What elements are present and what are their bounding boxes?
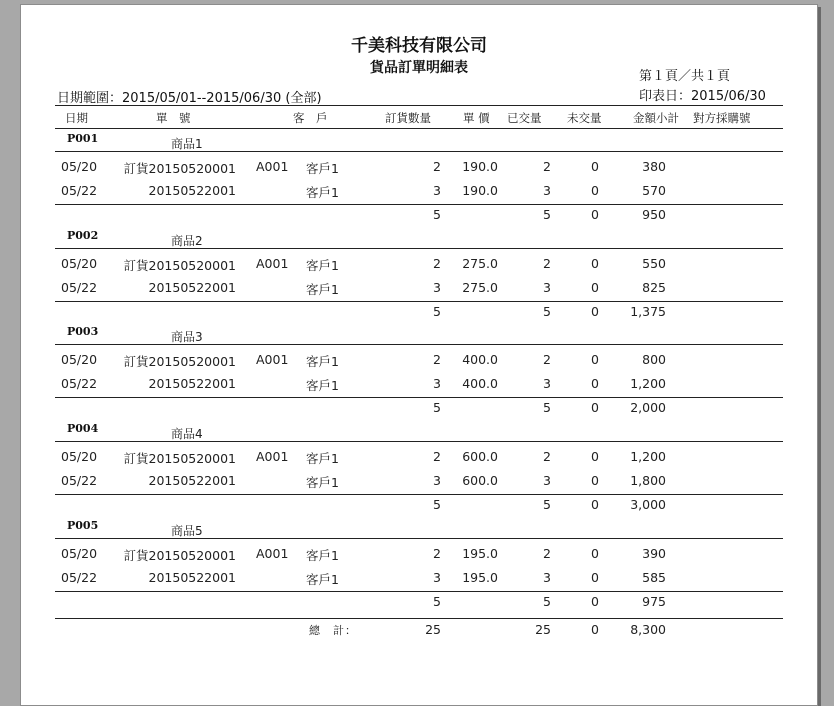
row-qty: 2 — [433, 159, 441, 174]
group-total-delivered: 5 — [543, 207, 551, 222]
product-rule — [55, 441, 783, 442]
row-delivered: 3 — [543, 183, 551, 198]
grand-total-delivered: 25 — [535, 622, 551, 637]
row-delivered: 3 — [543, 473, 551, 489]
row-amount: 825 — [642, 279, 666, 295]
row-amount: 1,200 — [630, 449, 666, 465]
col-header-delivered: 已交量 — [507, 111, 542, 125]
product-code: P004 — [67, 422, 99, 436]
row-unit-price: 600.0 — [462, 449, 498, 465]
row-order-no: 20150522001 — [148, 569, 236, 585]
page-info: 第１頁／共１頁 — [639, 69, 731, 84]
row-order-no: 20150522001 — [148, 376, 236, 392]
row-date: 05/20 — [61, 545, 98, 561]
row-customer-name: 客戶1 — [306, 451, 339, 467]
row-unit-price: 275.0 — [462, 279, 498, 295]
row-customer-name: 客戶1 — [306, 161, 339, 176]
row-order-no: 訂貨20150520001 — [123, 354, 236, 370]
col-header-customer-po: 對方採購號 — [693, 111, 751, 125]
row-undelivered: 0 — [591, 473, 599, 489]
report-title: 貨品訂單明細表 — [370, 60, 468, 76]
product-code: P002 — [67, 228, 99, 242]
row-date: 05/20 — [61, 159, 98, 174]
row-undelivered: 0 — [591, 183, 599, 198]
row-order-no: 20150522001 — [148, 473, 236, 489]
product-name: 商品2 — [171, 233, 203, 248]
col-header-date: 日期 — [65, 111, 88, 125]
row-delivered: 2 — [543, 449, 551, 465]
row-order-no: 訂貨20150520001 — [123, 451, 236, 467]
row-customer-name: 客戶1 — [306, 257, 339, 273]
report-page — [20, 4, 818, 706]
row-date: 05/22 — [61, 569, 98, 585]
row-customer-code: A001 — [256, 449, 289, 465]
group-total-amount: 975 — [642, 593, 666, 609]
grand-total-qty: 25 — [425, 622, 441, 637]
row-customer-name: 客戶1 — [306, 547, 339, 563]
row-customer-code: A001 — [256, 159, 289, 174]
product-name: 商品3 — [171, 330, 203, 345]
row-undelivered: 0 — [591, 352, 599, 368]
row-customer-name: 客戶1 — [306, 475, 339, 491]
row-amount: 550 — [642, 255, 666, 271]
group-total-qty: 5 — [433, 400, 441, 416]
row-undelivered: 0 — [591, 279, 599, 295]
group-total-qty: 5 — [433, 207, 441, 222]
row-qty: 3 — [433, 473, 441, 489]
row-delivered: 3 — [543, 376, 551, 392]
col-header-unit-price: 單 價 — [463, 111, 490, 125]
row-date: 05/22 — [61, 279, 98, 295]
group-total-undelivered: 0 — [591, 497, 599, 513]
row-delivered: 2 — [543, 159, 551, 174]
group-total-qty: 5 — [433, 497, 441, 513]
product-name: 商品4 — [171, 427, 203, 442]
grand-total-label: 總 計： — [309, 624, 357, 637]
row-qty: 2 — [433, 545, 441, 561]
product-name: 商品5 — [171, 523, 203, 538]
group-total-undelivered: 0 — [591, 303, 599, 319]
col-header-order-no: 單 號 — [156, 111, 191, 125]
company-name: 千美科技有限公司 — [351, 36, 487, 56]
row-undelivered: 0 — [591, 569, 599, 585]
row-delivered: 2 — [543, 545, 551, 561]
row-date: 05/20 — [61, 352, 98, 368]
group-total-rule — [55, 204, 783, 205]
group-total-undelivered: 0 — [591, 400, 599, 416]
row-undelivered: 0 — [591, 376, 599, 392]
row-qty: 2 — [433, 449, 441, 465]
header-bottom-rule — [55, 128, 783, 129]
row-order-no: 20150522001 — [148, 183, 236, 198]
date-range: 日期範圍：2015/05/01--2015/06/30 (全部) — [57, 91, 322, 106]
group-total-amount: 2,000 — [630, 400, 666, 416]
row-undelivered: 0 — [591, 449, 599, 465]
product-code: P001 — [67, 132, 99, 145]
group-total-rule — [55, 301, 783, 302]
row-customer-name: 客戶1 — [306, 571, 339, 587]
group-total-qty: 5 — [433, 593, 441, 609]
row-amount: 585 — [642, 569, 666, 585]
row-qty: 2 — [433, 352, 441, 368]
row-customer-name: 客戶1 — [306, 185, 339, 200]
group-total-rule — [55, 591, 783, 592]
row-unit-price: 600.0 — [462, 473, 498, 489]
grand-total-amount: 8,300 — [630, 622, 666, 637]
group-total-amount: 3,000 — [630, 497, 666, 513]
row-unit-price: 195.0 — [462, 569, 498, 585]
row-delivered: 3 — [543, 569, 551, 585]
row-qty: 3 — [433, 279, 441, 295]
product-rule — [55, 538, 783, 539]
row-customer-name: 客戶1 — [306, 378, 339, 394]
row-customer-code: A001 — [256, 255, 289, 271]
row-undelivered: 0 — [591, 255, 599, 271]
col-header-undelivered: 未交量 — [567, 111, 602, 125]
row-delivered: 2 — [543, 255, 551, 271]
row-date: 05/20 — [61, 255, 98, 271]
row-amount: 380 — [642, 159, 666, 174]
row-unit-price: 400.0 — [462, 376, 498, 392]
row-customer-code: A001 — [256, 352, 289, 368]
group-total-amount: 1,375 — [630, 303, 666, 319]
grand-total-rule — [55, 618, 783, 619]
row-date: 05/22 — [61, 473, 98, 489]
col-header-customer: 客 戶 — [293, 111, 328, 125]
row-undelivered: 0 — [591, 545, 599, 561]
print-date: 印表日：2015/06/30 — [639, 89, 766, 104]
group-total-delivered: 5 — [543, 303, 551, 319]
row-unit-price: 190.0 — [462, 159, 498, 174]
row-order-no: 訂貨20150520001 — [123, 547, 236, 563]
row-unit-price: 275.0 — [462, 255, 498, 271]
group-total-qty: 5 — [433, 303, 441, 319]
group-total-delivered: 5 — [543, 497, 551, 513]
product-name: 商品1 — [171, 137, 203, 151]
row-order-no: 訂貨20150520001 — [123, 257, 236, 273]
product-rule — [55, 248, 783, 249]
row-order-no: 20150522001 — [148, 279, 236, 295]
group-total-undelivered: 0 — [591, 593, 599, 609]
row-customer-code: A001 — [256, 545, 289, 561]
row-unit-price: 195.0 — [462, 545, 498, 561]
header-top-rule — [55, 105, 783, 106]
group-total-delivered: 5 — [543, 400, 551, 416]
group-total-delivered: 5 — [543, 593, 551, 609]
row-customer-name: 客戶1 — [306, 354, 339, 370]
row-qty: 3 — [433, 183, 441, 198]
row-date: 05/22 — [61, 183, 98, 198]
row-amount: 390 — [642, 545, 666, 561]
row-unit-price: 400.0 — [462, 352, 498, 368]
grand-total-undelivered: 0 — [591, 622, 599, 637]
row-unit-price: 190.0 — [462, 183, 498, 198]
product-code: P003 — [67, 325, 99, 339]
row-qty: 3 — [433, 569, 441, 585]
row-undelivered: 0 — [591, 159, 599, 174]
row-delivered: 3 — [543, 279, 551, 295]
row-amount: 800 — [642, 352, 666, 368]
group-total-amount: 950 — [642, 207, 666, 222]
product-rule — [55, 344, 783, 345]
col-header-subtotal: 金額小計 — [633, 111, 679, 125]
group-total-undelivered: 0 — [591, 207, 599, 222]
group-total-rule — [55, 494, 783, 495]
col-header-quantity: 訂貨數量 — [385, 111, 431, 125]
row-order-no: 訂貨20150520001 — [123, 161, 236, 176]
product-code: P005 — [67, 518, 99, 532]
row-delivered: 2 — [543, 352, 551, 368]
row-qty: 3 — [433, 376, 441, 392]
group-total-rule — [55, 397, 783, 398]
product-rule — [55, 151, 783, 152]
row-amount: 1,200 — [630, 376, 666, 392]
row-date: 05/22 — [61, 376, 98, 392]
row-amount: 570 — [642, 183, 666, 198]
row-customer-name: 客戶1 — [306, 281, 339, 297]
row-amount: 1,800 — [630, 473, 666, 489]
row-qty: 2 — [433, 255, 441, 271]
row-date: 05/20 — [61, 449, 98, 465]
